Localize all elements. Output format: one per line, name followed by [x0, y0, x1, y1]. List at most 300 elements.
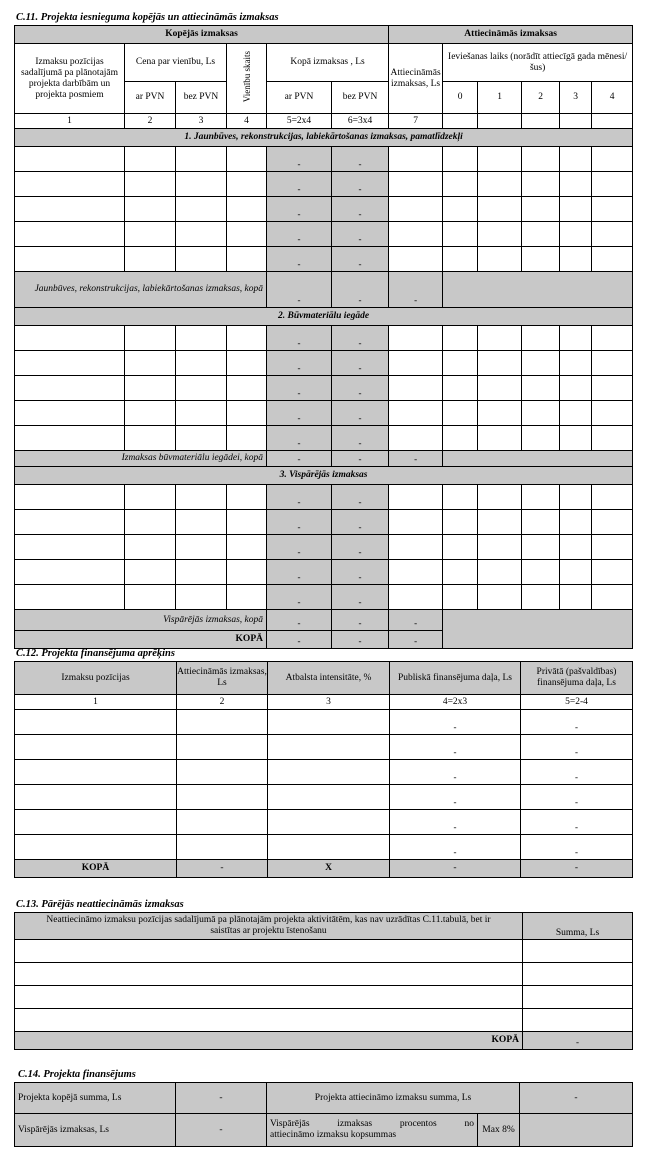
c13-header: Neattiecināmo izmaksu pozīcijas sadalījumā pa plānotajām projekta aktivitātēm, kas nav uzrādītas C.11.tabulā, bet ir saistītas ar projektu īstenošanu	[15, 913, 523, 940]
input-cell[interactable]	[389, 172, 443, 197]
section-total-ar-pvn: -	[267, 272, 332, 308]
input-cell[interactable]	[478, 247, 522, 272]
c12-num-2: 2	[177, 695, 268, 710]
input-cell[interactable]	[389, 222, 443, 247]
input-cell[interactable]	[177, 710, 268, 735]
input-cell[interactable]	[522, 247, 560, 272]
input-cell[interactable]	[176, 401, 227, 426]
c11-kopa-attiecinamas: -	[389, 631, 443, 649]
c14-procenti-label	[267, 1114, 478, 1147]
input-cell[interactable]	[177, 810, 268, 835]
c14-visparejas-value: -	[176, 1114, 267, 1147]
input-cell[interactable]	[478, 585, 522, 610]
computed-cell: -	[390, 760, 521, 785]
input-cell[interactable]	[560, 376, 592, 401]
input-cell[interactable]	[177, 835, 268, 860]
input-cell[interactable]	[176, 247, 227, 272]
input-cell[interactable]	[15, 585, 125, 610]
input-cell[interactable]	[389, 147, 443, 172]
c12-kopa-label: KOPĀ	[15, 860, 177, 878]
input-cell[interactable]	[443, 535, 478, 560]
input-cell[interactable]	[522, 485, 560, 510]
table-row	[15, 963, 633, 986]
input-cell[interactable]	[592, 197, 633, 222]
table-row	[15, 326, 633, 351]
input-cell[interactable]	[560, 426, 592, 451]
input-cell[interactable]	[560, 585, 592, 610]
input-cell[interactable]	[592, 510, 633, 535]
num-7: 7	[389, 114, 443, 129]
computed-cell: -	[332, 172, 389, 197]
input-cell[interactable]	[389, 376, 443, 401]
input-cell[interactable]	[443, 560, 478, 585]
input-cell[interactable]	[478, 147, 522, 172]
input-cell[interactable]	[522, 222, 560, 247]
c13-kopa-label: KOPĀ	[15, 1032, 523, 1050]
table-row	[15, 172, 633, 197]
input-cell[interactable]	[15, 510, 125, 535]
input-cell[interactable]	[478, 197, 522, 222]
time-col-4: 4	[592, 82, 633, 114]
input-cell[interactable]	[592, 560, 633, 585]
input-cell[interactable]	[227, 222, 267, 247]
c14-table	[14, 1082, 633, 1147]
input-cell[interactable]	[523, 1009, 633, 1032]
input-cell[interactable]	[389, 247, 443, 272]
input-cell[interactable]	[15, 535, 125, 560]
input-cell[interactable]	[125, 197, 176, 222]
input-cell[interactable]	[227, 401, 267, 426]
input-cell[interactable]	[592, 401, 633, 426]
input-cell[interactable]	[478, 510, 522, 535]
input-cell[interactable]	[389, 351, 443, 376]
section-title-2: 2. Būvmateriālu iegāde	[15, 308, 633, 326]
input-cell[interactable]	[227, 585, 267, 610]
input-cell[interactable]	[478, 222, 522, 247]
input-cell[interactable]	[268, 760, 390, 785]
input-cell[interactable]	[176, 585, 227, 610]
input-cell[interactable]	[15, 172, 125, 197]
section-total-ar-pvn: -	[267, 451, 332, 467]
input-cell[interactable]	[522, 401, 560, 426]
c14-kopeja-summa-label: Projekta kopējā summa, Ls	[15, 1083, 176, 1114]
c14-kopeja-summa-value: -	[176, 1083, 267, 1114]
table-row	[15, 785, 633, 810]
input-cell[interactable]	[560, 510, 592, 535]
input-cell[interactable]	[227, 197, 267, 222]
table-row	[15, 986, 633, 1009]
table-row	[15, 810, 633, 835]
input-cell[interactable]	[125, 351, 176, 376]
input-cell[interactable]	[592, 376, 633, 401]
c12-header-attiecinamas: Attiecināmās izmaksas, Ls	[177, 662, 268, 695]
computed-cell: -	[390, 735, 521, 760]
input-cell[interactable]	[176, 535, 227, 560]
input-cell[interactable]	[268, 735, 390, 760]
c12-kopa-publiska: -	[390, 860, 521, 878]
input-cell[interactable]	[268, 710, 390, 735]
input-cell[interactable]	[522, 376, 560, 401]
input-cell[interactable]	[125, 535, 176, 560]
num-1: 1	[15, 114, 125, 129]
input-cell[interactable]	[443, 222, 478, 247]
c12-header-privata: Privātā (pašvaldības) finansējuma daļa, Ls	[521, 662, 633, 695]
input-cell[interactable]	[15, 376, 125, 401]
computed-cell: -	[267, 222, 332, 247]
table-row	[15, 835, 633, 860]
computed-cell: -	[521, 810, 633, 835]
computed-cell: -	[267, 485, 332, 510]
computed-cell: -	[390, 835, 521, 860]
col-header-cena: Cena par vienību, Ls	[125, 44, 227, 82]
c14-max: Max 8%	[478, 1114, 520, 1147]
computed-cell: -	[521, 760, 633, 785]
input-cell[interactable]	[227, 560, 267, 585]
c13-table	[14, 912, 633, 1050]
table-row	[15, 401, 633, 426]
input-cell[interactable]	[176, 510, 227, 535]
input-cell[interactable]	[125, 247, 176, 272]
table-row	[15, 535, 633, 560]
computed-cell: -	[521, 735, 633, 760]
computed-cell: -	[267, 585, 332, 610]
section-total-attiecinamas: -	[389, 610, 443, 631]
input-cell[interactable]	[15, 485, 125, 510]
input-cell[interactable]	[560, 560, 592, 585]
vienibu-skaits-label: Vienību skaits	[241, 50, 252, 103]
input-cell[interactable]	[478, 560, 522, 585]
computed-cell: -	[267, 197, 332, 222]
input-cell[interactable]	[560, 147, 592, 172]
table-row	[15, 247, 633, 272]
section-total-filler	[443, 451, 633, 467]
input-cell[interactable]	[522, 510, 560, 535]
input-cell[interactable]	[560, 401, 592, 426]
col-header-ieviesanas-laiks: Ieviešanas laiks (norādīt attiecīgā gada mēnesi/šus)	[443, 44, 633, 82]
input-cell[interactable]	[15, 326, 125, 351]
computed-cell: -	[332, 510, 389, 535]
input-cell[interactable]	[478, 535, 522, 560]
input-cell[interactable]	[15, 810, 177, 835]
sub-kopa-bez-pvn: bez PVN	[332, 82, 389, 114]
input-cell[interactable]	[15, 222, 125, 247]
input-cell[interactable]	[560, 197, 592, 222]
input-cell[interactable]	[177, 785, 268, 810]
time-col-2: 2	[522, 82, 560, 114]
input-cell[interactable]	[15, 760, 177, 785]
input-cell[interactable]	[176, 376, 227, 401]
c14-visparejas-label: Vispārējās izmaksas, Ls	[15, 1114, 176, 1147]
input-cell[interactable]	[443, 510, 478, 535]
computed-cell: -	[267, 247, 332, 272]
sub-bez-pvn: bez PVN	[176, 82, 227, 114]
input-cell[interactable]	[125, 510, 176, 535]
input-cell[interactable]	[15, 735, 177, 760]
c12-num-5: 5=2-4	[521, 695, 633, 710]
input-cell[interactable]	[478, 351, 522, 376]
input-cell[interactable]	[560, 222, 592, 247]
computed-cell: -	[332, 585, 389, 610]
input-cell[interactable]	[560, 535, 592, 560]
input-cell[interactable]	[560, 351, 592, 376]
c14-empty	[520, 1114, 633, 1147]
c12-kopa-attiecinamas: -	[177, 860, 268, 878]
input-cell[interactable]	[15, 147, 125, 172]
input-cell[interactable]	[389, 585, 443, 610]
input-cell[interactable]	[227, 510, 267, 535]
c11-kopa-bez-pvn: -	[332, 631, 389, 649]
input-cell[interactable]	[125, 172, 176, 197]
input-cell[interactable]	[125, 147, 176, 172]
section-total-label-2: Izmaksas būvmateriālu iegādei, kopā	[15, 451, 267, 467]
input-cell[interactable]	[268, 810, 390, 835]
input-cell[interactable]	[15, 986, 523, 1009]
input-cell[interactable]	[443, 426, 478, 451]
section-total-filler	[443, 272, 633, 308]
input-cell[interactable]	[15, 351, 125, 376]
computed-cell: -	[332, 376, 389, 401]
input-cell[interactable]	[443, 247, 478, 272]
input-cell[interactable]	[443, 197, 478, 222]
input-cell[interactable]	[176, 222, 227, 247]
computed-cell: -	[267, 376, 332, 401]
computed-cell: -	[332, 535, 389, 560]
section-total-attiecinamas: -	[389, 451, 443, 467]
section-total-attiecinamas: -	[389, 272, 443, 308]
input-cell[interactable]	[227, 535, 267, 560]
c14-attiecinamo-summa-label: Projekta attiecināmo izmaksu summa, Ls	[267, 1083, 520, 1114]
input-cell[interactable]	[268, 785, 390, 810]
table-row	[15, 426, 633, 451]
computed-cell: -	[521, 785, 633, 810]
table-row	[15, 376, 633, 401]
input-cell[interactable]	[125, 485, 176, 510]
table-row	[15, 485, 633, 510]
input-cell[interactable]	[176, 351, 227, 376]
input-cell[interactable]	[125, 560, 176, 585]
input-cell[interactable]	[15, 197, 125, 222]
table-row	[15, 735, 633, 760]
input-cell[interactable]	[15, 401, 125, 426]
input-cell[interactable]	[522, 147, 560, 172]
input-cell[interactable]	[592, 326, 633, 351]
input-cell[interactable]	[443, 326, 478, 351]
input-cell[interactable]	[125, 585, 176, 610]
c12-num-4: 4=2x3	[390, 695, 521, 710]
input-cell[interactable]	[227, 376, 267, 401]
c12-kopa-x: X	[268, 860, 390, 878]
c11-table	[14, 25, 633, 649]
section-title-3: 3. Vispārējās izmaksas	[15, 467, 633, 485]
input-cell[interactable]	[15, 710, 177, 735]
input-cell[interactable]	[176, 560, 227, 585]
table-row	[15, 710, 633, 735]
computed-cell: -	[332, 485, 389, 510]
num-5: 5=2x4	[267, 114, 332, 129]
table-row	[15, 147, 633, 172]
table-row	[15, 1009, 633, 1032]
input-cell[interactable]	[522, 585, 560, 610]
input-cell[interactable]	[389, 560, 443, 585]
input-cell[interactable]	[522, 197, 560, 222]
input-cell[interactable]	[592, 535, 633, 560]
input-cell[interactable]	[125, 401, 176, 426]
section-total-ar-pvn: -	[267, 610, 332, 631]
c14-title: C.14. Projekta finansējums	[18, 1069, 136, 1080]
computed-cell: -	[332, 401, 389, 426]
input-cell[interactable]	[176, 147, 227, 172]
input-cell[interactable]	[443, 172, 478, 197]
computed-cell: -	[332, 222, 389, 247]
input-cell[interactable]	[478, 401, 522, 426]
c12-header-intensitate: Atbalsta intensitāte, %	[268, 662, 390, 695]
computed-cell: -	[521, 835, 633, 860]
input-cell[interactable]	[592, 426, 633, 451]
input-cell[interactable]	[443, 585, 478, 610]
table-row	[15, 560, 633, 585]
input-cell[interactable]	[522, 326, 560, 351]
computed-cell: -	[267, 172, 332, 197]
input-cell[interactable]	[227, 326, 267, 351]
input-cell[interactable]	[443, 351, 478, 376]
input-cell[interactable]	[227, 426, 267, 451]
input-cell[interactable]	[389, 426, 443, 451]
input-cell[interactable]	[227, 351, 267, 376]
input-cell[interactable]	[389, 326, 443, 351]
input-cell[interactable]	[478, 172, 522, 197]
input-cell[interactable]	[560, 247, 592, 272]
computed-cell: -	[390, 785, 521, 810]
input-cell[interactable]	[176, 426, 227, 451]
input-cell[interactable]	[522, 351, 560, 376]
num-2: 2	[125, 114, 176, 129]
input-cell[interactable]	[523, 963, 633, 986]
input-cell[interactable]	[227, 485, 267, 510]
input-cell[interactable]	[125, 426, 176, 451]
input-cell[interactable]	[522, 560, 560, 585]
input-cell[interactable]	[389, 485, 443, 510]
sub-ar-pvn: ar PVN	[125, 82, 176, 114]
input-cell[interactable]	[560, 326, 592, 351]
computed-cell: -	[267, 326, 332, 351]
input-cell[interactable]	[478, 485, 522, 510]
input-cell[interactable]	[125, 222, 176, 247]
computed-cell: -	[267, 401, 332, 426]
computed-cell: -	[267, 535, 332, 560]
col-header-kopa: Kopā izmaksas , Ls	[267, 44, 389, 82]
input-cell[interactable]	[15, 940, 523, 963]
computed-cell: -	[267, 510, 332, 535]
input-cell[interactable]	[176, 172, 227, 197]
input-cell[interactable]	[592, 147, 633, 172]
computed-cell: -	[267, 426, 332, 451]
computed-cell: -	[332, 147, 389, 172]
input-cell[interactable]	[592, 485, 633, 510]
input-cell[interactable]	[523, 986, 633, 1009]
input-cell[interactable]	[176, 485, 227, 510]
input-cell[interactable]	[592, 247, 633, 272]
table-row	[15, 940, 633, 963]
computed-cell: -	[267, 560, 332, 585]
input-cell[interactable]	[389, 510, 443, 535]
input-cell[interactable]	[227, 247, 267, 272]
input-cell[interactable]	[560, 485, 592, 510]
input-cell[interactable]	[592, 585, 633, 610]
input-cell[interactable]	[443, 376, 478, 401]
input-cell[interactable]	[177, 760, 268, 785]
input-cell[interactable]	[592, 172, 633, 197]
input-cell[interactable]	[15, 963, 523, 986]
input-cell[interactable]	[592, 222, 633, 247]
input-cell[interactable]	[478, 376, 522, 401]
input-cell[interactable]	[15, 247, 125, 272]
table-row	[15, 510, 633, 535]
computed-cell: -	[332, 247, 389, 272]
computed-cell: -	[390, 710, 521, 735]
c14-procenti-line2: attiecināmo izmaksu kopsummas	[270, 1130, 397, 1140]
col-header-attiecinamas: Attiecināmās izmaksas, Ls	[389, 44, 443, 114]
input-cell[interactable]	[443, 147, 478, 172]
section-total-filler	[443, 610, 633, 649]
table-row	[15, 351, 633, 376]
input-cell[interactable]	[478, 326, 522, 351]
input-cell[interactable]	[176, 197, 227, 222]
input-cell[interactable]	[15, 835, 177, 860]
input-cell[interactable]	[268, 835, 390, 860]
computed-cell: -	[332, 426, 389, 451]
c14-attiecinamo-summa-value: -	[520, 1083, 633, 1114]
input-cell[interactable]	[478, 426, 522, 451]
input-cell[interactable]	[15, 785, 177, 810]
input-cell[interactable]	[443, 485, 478, 510]
input-cell[interactable]	[227, 147, 267, 172]
input-cell[interactable]	[15, 426, 125, 451]
section-total-label-3: Vispārējās izmaksas, kopā	[15, 610, 267, 631]
table-row	[15, 760, 633, 785]
input-cell[interactable]	[522, 426, 560, 451]
input-cell[interactable]	[227, 172, 267, 197]
input-cell[interactable]	[592, 351, 633, 376]
input-cell[interactable]	[443, 401, 478, 426]
input-cell[interactable]	[176, 326, 227, 351]
input-cell[interactable]	[389, 401, 443, 426]
time-col-3: 3	[560, 82, 592, 114]
num-3: 3	[176, 114, 227, 129]
input-cell[interactable]	[389, 197, 443, 222]
time-col-0: 0	[443, 82, 478, 114]
input-cell[interactable]	[560, 172, 592, 197]
table-row	[15, 585, 633, 610]
c11-kopa-ar-pvn: -	[267, 631, 332, 649]
input-cell[interactable]	[522, 172, 560, 197]
input-cell[interactable]	[125, 326, 176, 351]
table-row	[15, 197, 633, 222]
computed-cell: -	[332, 351, 389, 376]
sub-kopa-ar-pvn: ar PVN	[267, 82, 332, 114]
input-cell[interactable]	[389, 535, 443, 560]
input-cell[interactable]	[522, 535, 560, 560]
section-title-1: 1. Jaunbūves, rekonstrukcijas, labiekārtošanas izmaksas, pamatlīdzekļi	[15, 129, 633, 147]
input-cell[interactable]	[15, 1009, 523, 1032]
input-cell[interactable]	[523, 940, 633, 963]
col-header-pozicijas: Izmaksu pozīcijas sadalījumā pa plānotajām projekta darbībām un projekta posmiem	[15, 44, 125, 114]
input-cell[interactable]	[15, 560, 125, 585]
c11-title: C.11. Projekta iesnieguma kopējās un attiecināmās izmaksas	[16, 12, 279, 23]
computed-cell: -	[332, 197, 389, 222]
section-total-bez-pvn: -	[332, 610, 389, 631]
input-cell[interactable]	[125, 376, 176, 401]
input-cell[interactable]	[177, 735, 268, 760]
